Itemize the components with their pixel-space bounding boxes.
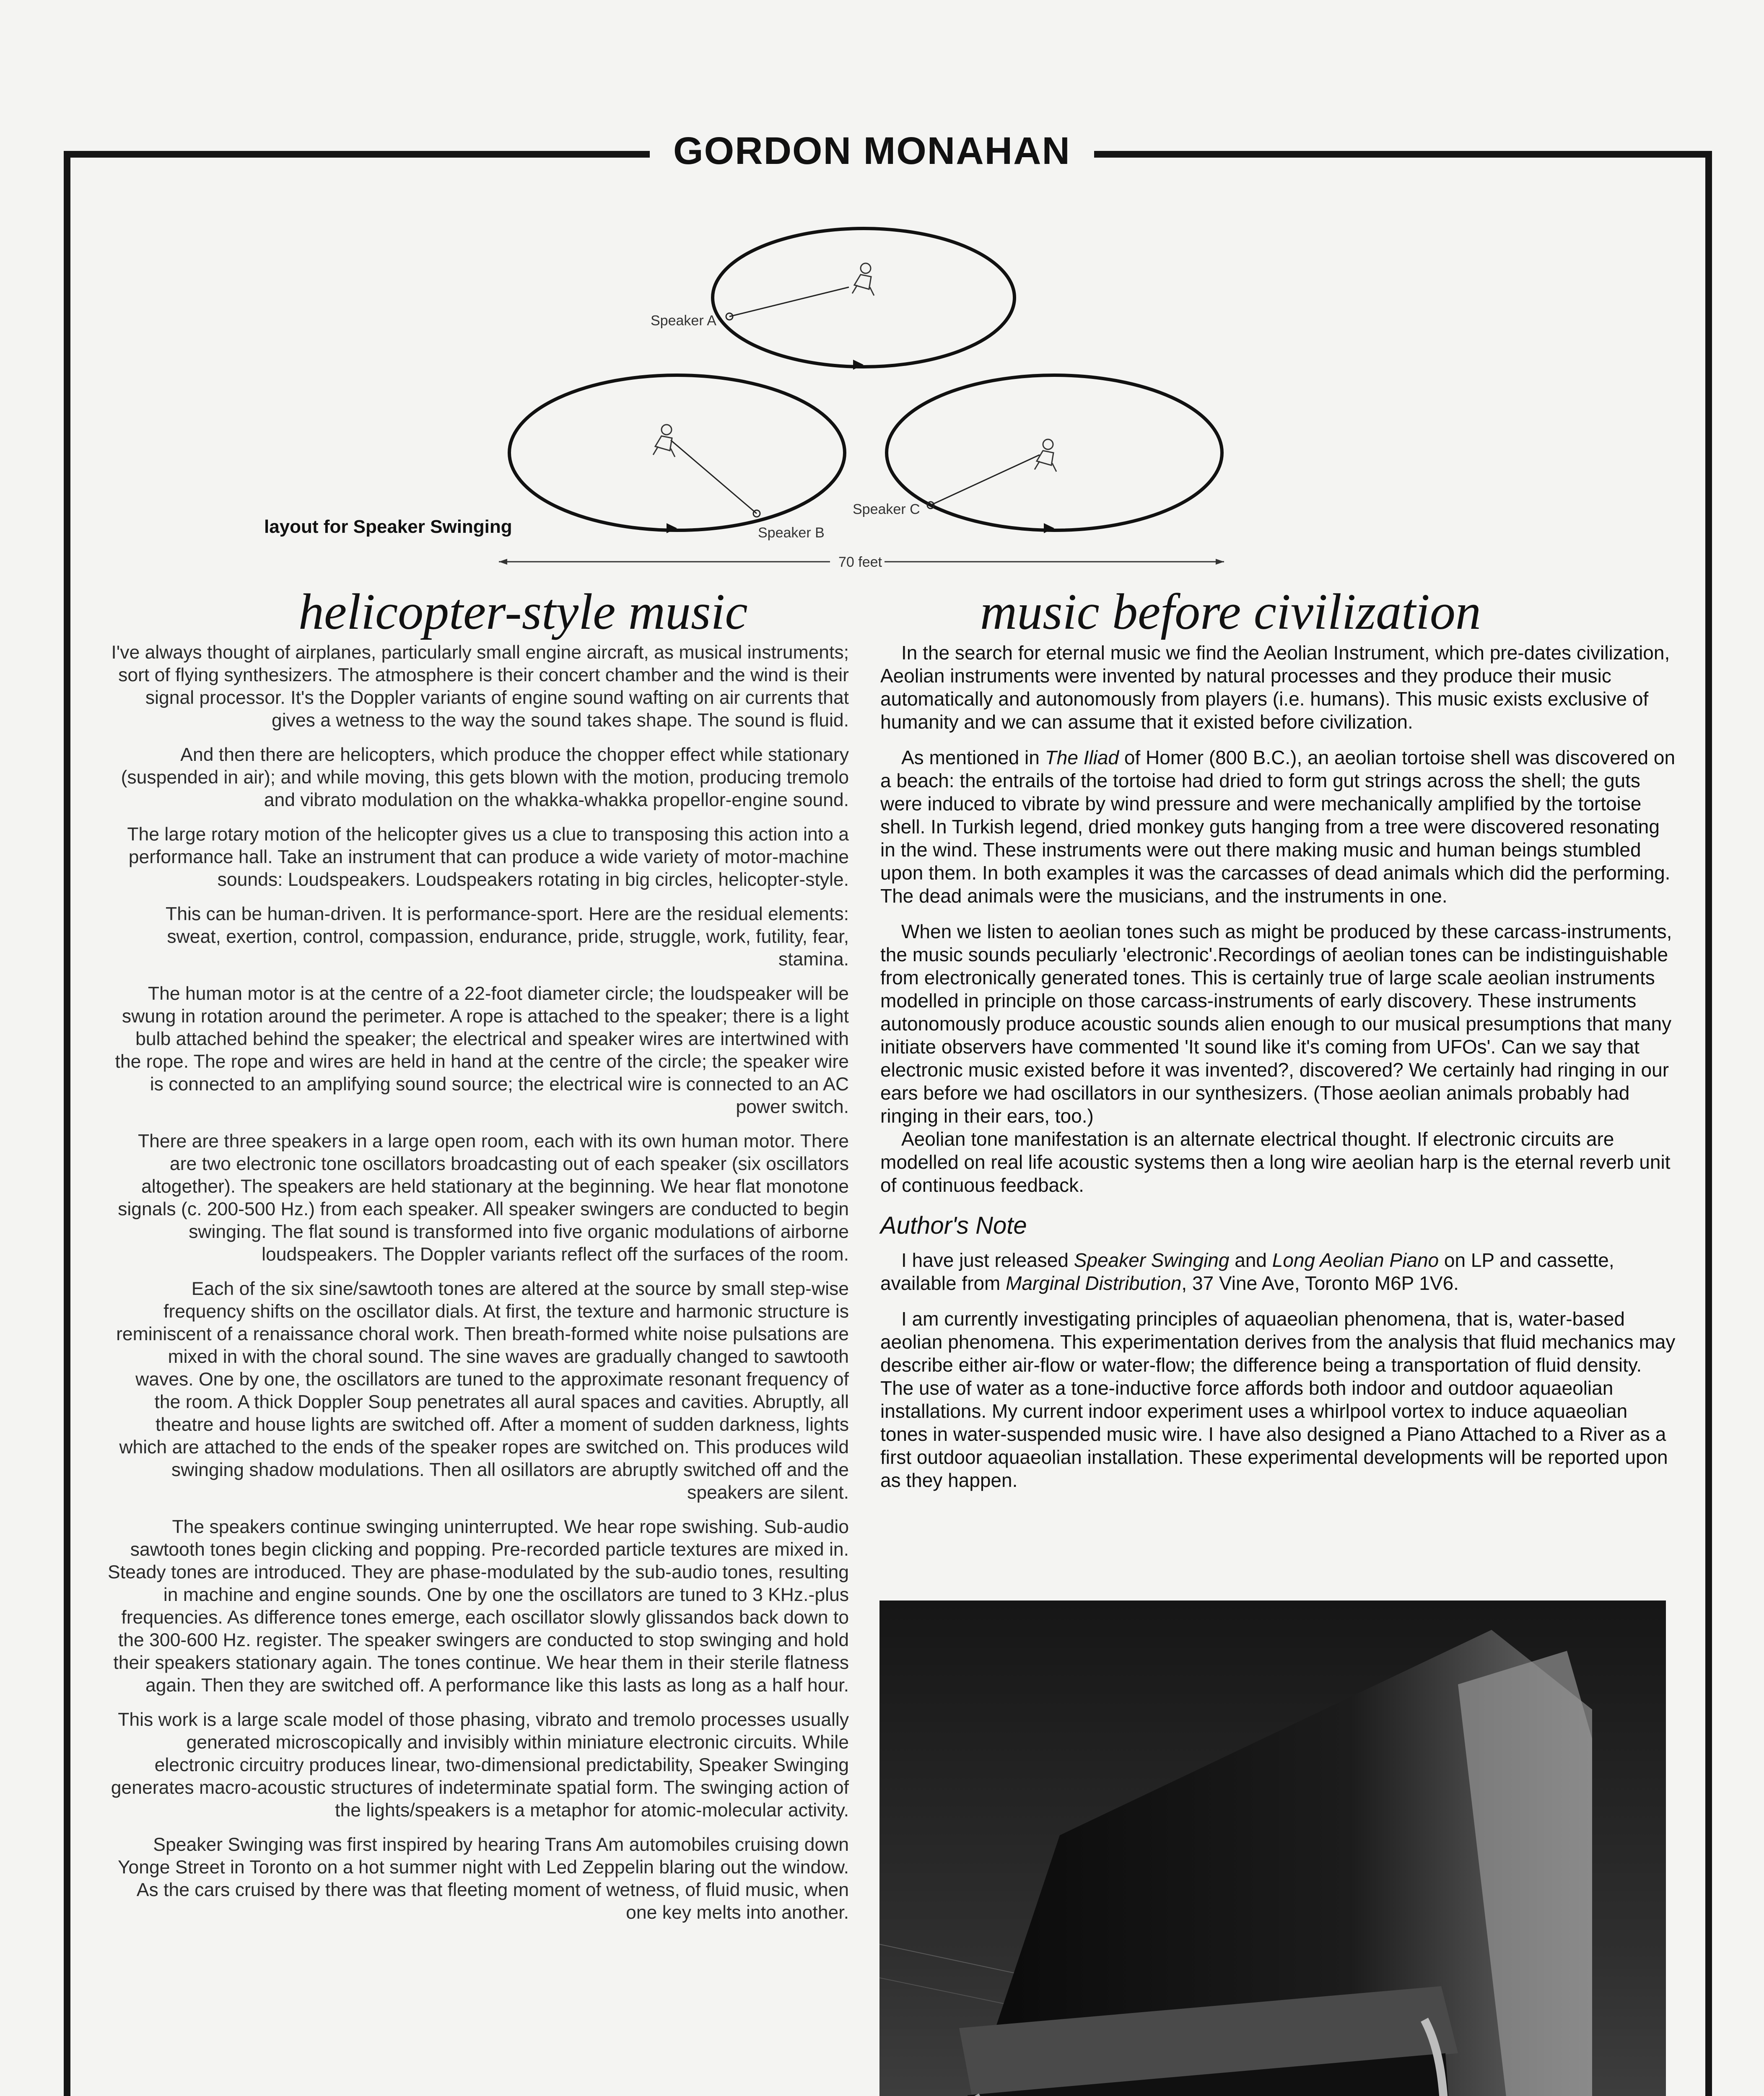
diagram-caption: layout for Speaker Swinging [264, 516, 512, 537]
left-paragraph: I've always thought of airplanes, particularly small engine aircraft, as musical instruments; sort of flying synthesizers. The atmosphere is their concert chamber and the wind is their signal processor. It's the Doppler variants of engine sound wafting on air currents that gives a wetness to the way the sound takes shape. The sound is fluid. [111, 642, 849, 731]
left-paragraph: And then there are helicopters, which produce the chopper effect while stationary (suspended in air); and while moving, this gets blown with the motion, producing tremolo and vibrato modulation on the whakka-whakka propellor-engine sound. [121, 744, 849, 810]
left-paragraph: This can be human-driven. It is performance-sport. Here are the residual elements: sweat, exertion, control, compassion, endurance, pride, struggle, work, futility, fear, stamina. [166, 904, 849, 970]
left-paragraph: There are three speakers in a large open room, each with its own human motor. There are two electronic tone oscillators broadcasting out of each speaker (six oscillators altogether). The speakers are held stationary at the beginning. We hear flat monotone signals (c. 200-500 Hz.) from each speaker. All speaker swingers are conducted to begin swinging. The flat sound is transformed into five organic modulations of airborne loudspeakers. The Doppler variants reflect off the surfaces of the room. [118, 1131, 849, 1265]
speaker-swinging-diagram [461, 197, 1300, 583]
left-paragraph: The human motor is at the centre of a 22-foot diameter circle; the loudspeaker will be swung in rotation around the perimeter. A rope is attached to the speaker; there is a light bulb attached behind the speaker; the electrical and speaker wires are intertwined with the rope. The rope and wires are held in hand at the centre of the circle; the speaker wire is connected to an amplifying sound source; the electrical wire is connected to an AC power switch. [115, 983, 849, 1117]
right-paragraph: Aeolian tone manifestation is an alternate electrical thought. If electronic circuits are modelled on real life acoustic systems then a long wire aeolian harp is the eternal reverb unit of continuous feedback. [880, 1128, 1671, 1196]
left-column [107, 641, 849, 1936]
right-paragraph: In the search for eternal music we find the Aeolian Instrument, which pre-dates civilization, Aeolian instruments were invented by natural processes and they produce their music automatically and autonomously from players (i.e. humans). This music exists exclusive of humanity and we can assume that it existed before civilization. [880, 642, 1670, 733]
right-heading: music before civilization [980, 584, 1481, 640]
left-paragraph: The speakers continue swinging uninterrupted. We hear rope swishing. Sub-audio sawtooth tones begin clicking and popping. Pre-recorded particle textures are mixed in. Steady tones are introduced. They are phase-modulated by the sub-audio tones, resulting in machine and engine sounds. One by one the oscillators are tuned to 3 KHz.-plus frequencies. As difference tones emerge, each oscillator slowly glissandos back down to the 300-600 Hz. register. The speaker swingers are conducted to stop swinging and hold their speakers stationary again. The tones continue. We hear them in their sterile flatness again. Then they are switched off. A performance like this lasts as long as a half hour. [108, 1517, 849, 1696]
speaker-c-label: Speaker C [853, 501, 920, 517]
right-paragraph: As mentioned in The Iliad of Homer (800 B.C.), an aeolian tortoise shell was discovered on a beach: the entrails of the tortoise had dried to form gut strings across the shell; the guts were induced to vibrate by wind pressure and were mechanically amplified by the tortoise shell. In Turkish legend, dried monkey guts hanging from a tree were discovered resonating in the wind. These instruments were out there making music and human beings stumbled upon them. In both examples it was the carcasses of dead animals which did the performing. The dead animals were the musicians, and the instruments in one. [880, 747, 1676, 907]
left-paragraph: Each of the six sine/sawtooth tones are altered at the source by small step-wise frequency shifts on the oscillator dials. At first, the texture and harmonic structure is reminiscent of a renaissance choral work. Then breath-formed white noise pulsations are mixed in with the choral sound. The sine waves are gradually changed to sawtooth waves. One by one, the oscillators are tuned to the approximate resonant frequency of the room. A thick Doppler Soup penetrates all aural spaces and cavities. Abruptly, all theatre and house lights are switched off. After a moment of sudden darkness, lights which are attached to the ends of the speaker ropes are switched on. This produces wild swinging shadow modulations. Then all osillators are abruptly switched off and the speakers are silent. [116, 1279, 849, 1503]
left-heading: helicopter-style music [298, 584, 748, 640]
left-paragraph: This work is a large scale model of those phasing, vibrato and tremolo processes usually generated microscopically and invisibly within miniature electronic circuits. While electronic circuitry produces linear, two-dimensional predictability, Speaker Swinging generates macro-acoustic structures of indeterminate spatial form. The swinging action of the lights/speakers is a metaphor for atomic-molecular activity. [111, 1709, 849, 1821]
speaker-a-label: Speaker A [651, 313, 716, 329]
right-column [880, 641, 1677, 1505]
author-note-paragraph: I have just released Speaker Swinging and Long Aeolian Piano on LP and cassette, available from Marginal Distribution, 37 Vine Ave, Toronto M6P 1V6. [880, 1249, 1614, 1294]
author-note-heading: Author's Note [880, 1212, 1027, 1239]
page-title: GORDON MONAHAN [650, 126, 1094, 176]
distance-label-70: 70 feet [838, 554, 882, 570]
piano-photo [879, 1601, 1666, 2096]
author-note-paragraph: I am currently investigating principles of aquaeolian phenomena, that is, water-based aeolian phenomena. This experimentation derives from the analysis that fluid mechanics may describe either air-flow or water-flow; the difference being a transportation of fluid density. The use of water as a tone-inductive force affords both indoor and outdoor aquaeolian installations. My current indoor experiment uses a whirlpool vortex to induce aquaeolian tones in water-suspended music wire. I have also designed a Piano Attached to a River as a first outdoor aquaeolian installation. These experimental developments will be reported upon as they happen. [880, 1308, 1676, 1491]
speaker-b-label: Speaker B [758, 525, 825, 541]
right-paragraph: When we listen to aeolian tones such as might be produced by these carcass-instruments, the music sounds peculiarly 'electronic'.Recordings of aeolian tones can be indistinguishable from electronically generated tones. This is certainly true of large scale aeolian instruments modelled in principle on those carcass-instruments of early discovery. These instruments autonomously produce acoustic sounds alien enough to our musical presumptions that many initiate observers have commented 'It sound like it's coming from UFOs'. Can we say that electronic music existed before it was invented?, discovered? We certainly had ringing in our ears before we had oscillators in our synthesizers. (Those aeolian animals probably had ringing in their ears, too.) [880, 921, 1672, 1127]
left-paragraph: The large rotary motion of the helicopter gives us a clue to transposing this action into a performance hall. Take an instrument that can produce a wide variety of motor-machine sounds: Loudspeakers. Loudspeakers rotating in big circles, helicopter-style. [127, 824, 849, 890]
left-paragraph: Speaker Swinging was first inspired by hearing Trans Am automobiles cruising down Yonge Street in Toronto on a hot summer night with Led Zeppelin blaring out the window. As the cars cruised by there was that fleeting moment of wetness, of fluid music, when one key melts into another. [117, 1834, 849, 1923]
